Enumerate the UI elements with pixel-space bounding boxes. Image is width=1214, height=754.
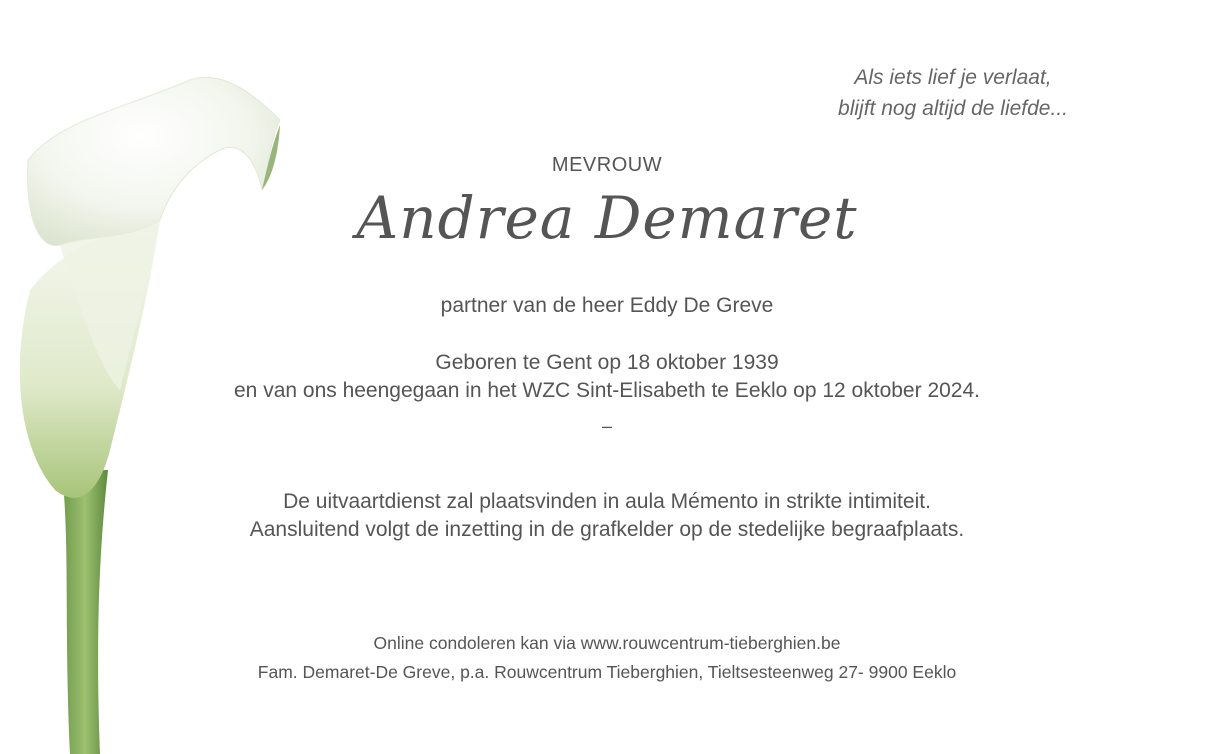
service-line-2: Aansluitend volgt de inzetting in de grafkelder op de stedelijke begraafplaats.	[249, 518, 965, 541]
condolence-line: Online condoleren kan via www.rouwcentrum-tieberghien.be	[373, 633, 841, 653]
quote-line-1: Als iets lief je verlaat,	[854, 66, 1052, 89]
birth-death-info	[0, 349, 1214, 405]
quote	[838, 62, 1068, 124]
address-line: Fam. Demaret-De Greve, p.a. Rouwcentrum Tieberghien, Tieltsesteenweg 27- 9900 Eeklo	[257, 662, 957, 682]
service-info	[0, 488, 1214, 544]
death-line: en van ons heengegaan in het WZC Sint-Elisabeth te Eeklo op 12 oktober 2024.	[234, 379, 980, 402]
partner-line: partner van de heer Eddy De Greve	[440, 294, 774, 317]
footer	[0, 629, 1214, 687]
service-line-1: De uitvaartdienst zal plaatsvinden in aula Mémento in strikte intimiteit.	[283, 490, 931, 513]
separator: –	[601, 416, 612, 436]
honorific: MEVROUW	[551, 154, 663, 176]
deceased-name: Andrea Demaret	[356, 184, 858, 252]
quote-line-2: blijft nog altijd de liefde...	[838, 97, 1068, 120]
birth-line: Geboren te Gent op 18 oktober 1939	[435, 351, 779, 374]
